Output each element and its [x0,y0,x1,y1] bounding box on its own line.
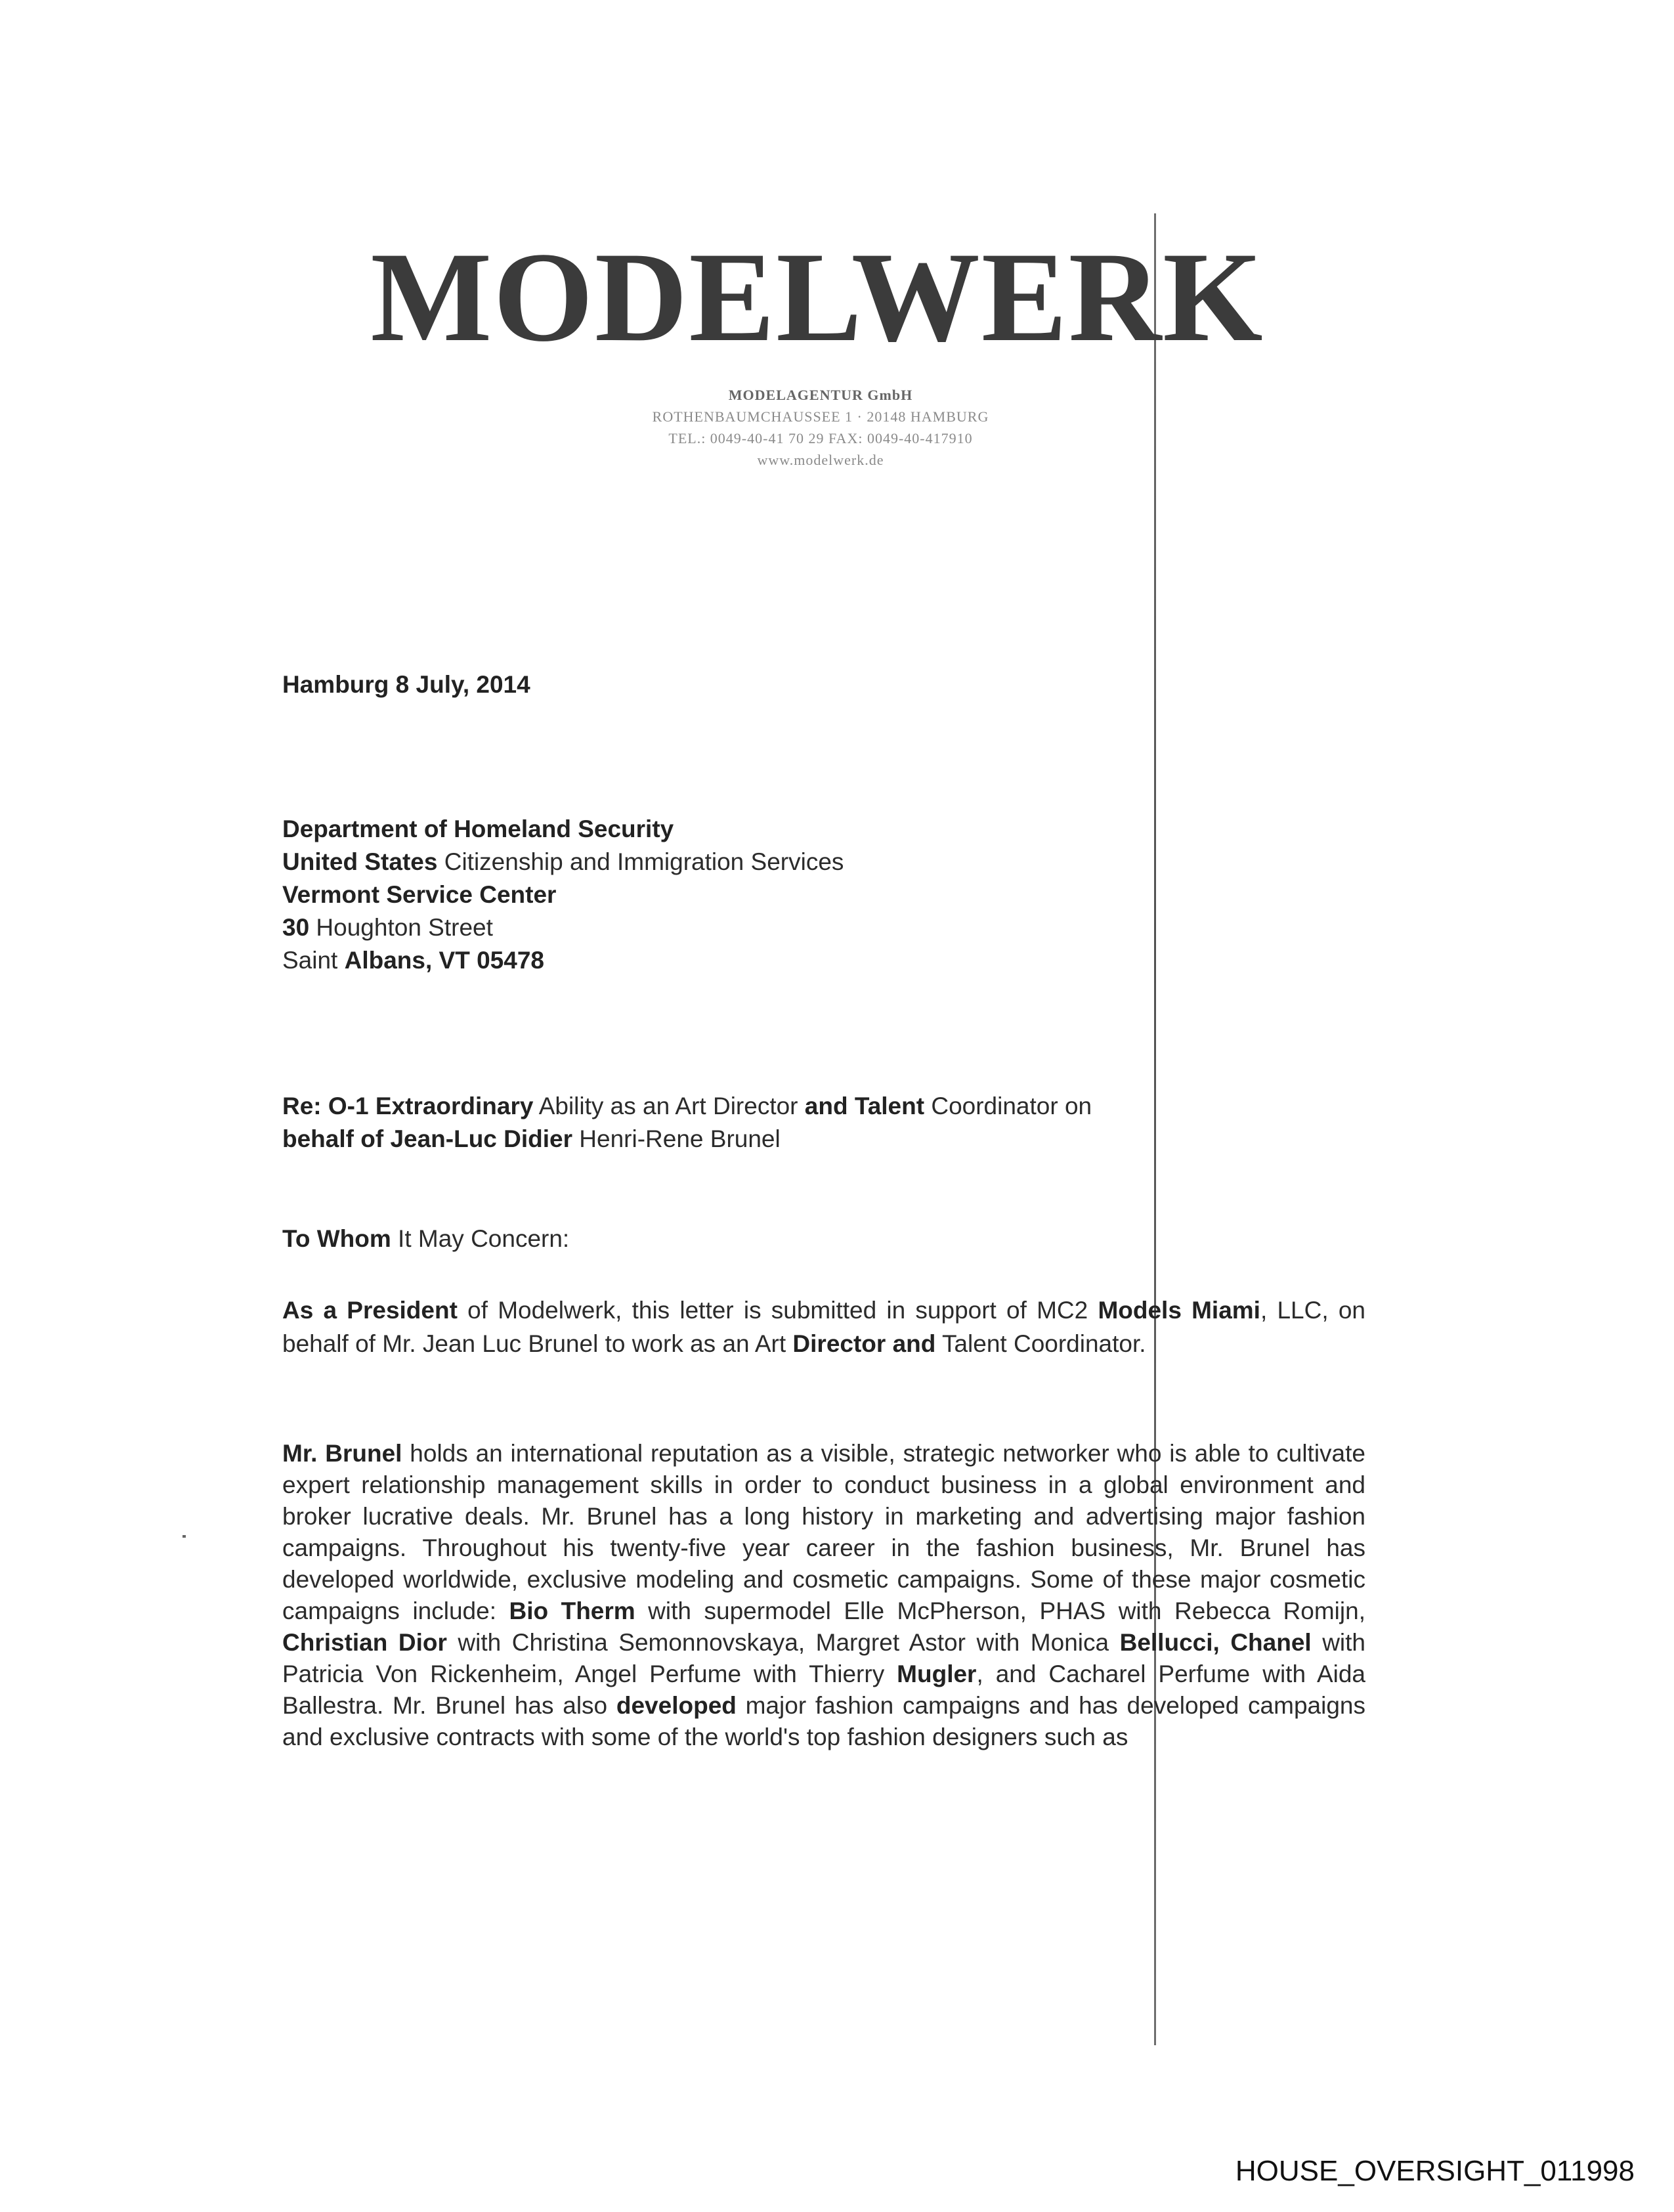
paragraph-1: As a President of Modelwerk, this letter is submitted in support of MC2 Models Miami, LLC, on behalf of Mr. Jean Luc Brunel to work as an Art Director and Talent Coordinator. [282,1297,1365,1357]
letterhead-phone-fax: TEL.: 0049-40-41 70 29 FAX: 0049-40-417910 [668,430,973,446]
subject-line: Re: O-1 Extraordinary Ability as an Art Director and Talent Coordinator on behalf of Jean-Luc Didier Henri-Rene Brunel [282,1093,1092,1152]
paragraph-2: Mr. Brunel holds an international reputation as a visible, strategic networker who is able to cultivate expert relationship management skills in order to conduct business in a global environment and broker lucrative deals. Mr. Brunel has a long history in marketing and advertising major fashion campaigns. Throughout his twenty-five year career in the fashion business, Mr. Brunel has developed worldwide, exclusive modeling and cosmetic campaigns. Some of these major cosmetic campaigns include: Bio Therm with supermodel Elle McPherson, PHAS with Rebecca Romijn, Christian Dior with Christina Semonnovskaya, Margret Astor with Monica Bellucci, Chanel with Patricia Von Rickenheim, Angel Perfume with Thierry Mugler, and Cacharel Perfume with Aida Ballestra. Mr. Brunel has also developed major fashion campaigns and has developed campaigns and exclusive contracts with some of the world's top fashion designers such as [282,1440,1365,1750]
salutation: To Whom It May Concern: [282,1225,570,1252]
address-line-4: 30 Houghton Street [282,914,493,941]
letterhead-company: MODELAGENTUR GmbH [728,387,913,403]
scan-speck [182,1535,186,1538]
address-line-3: Vermont Service Center [282,881,557,908]
letterhead [460,384,1182,471]
bates-number: HOUSE_OVERSIGHT_011998 [1235,2155,1635,2187]
letterhead-address: ROTHENBAUMCHAUSSEE 1 · 20148 HAMBURG [652,408,989,425]
letterhead-website: www.modelwerk.de [757,452,884,468]
letter-date: Hamburg 8 July, 2014 [282,671,530,698]
address-line-5: Saint Albans, VT 05478 [282,947,544,974]
company-logo: MODELWERK [370,226,1264,368]
address-line-1: Department of Homeland Security [282,815,674,842]
recipient-address [282,813,1365,977]
address-line-2: United States Citizenship and Immigration Services [282,848,844,875]
